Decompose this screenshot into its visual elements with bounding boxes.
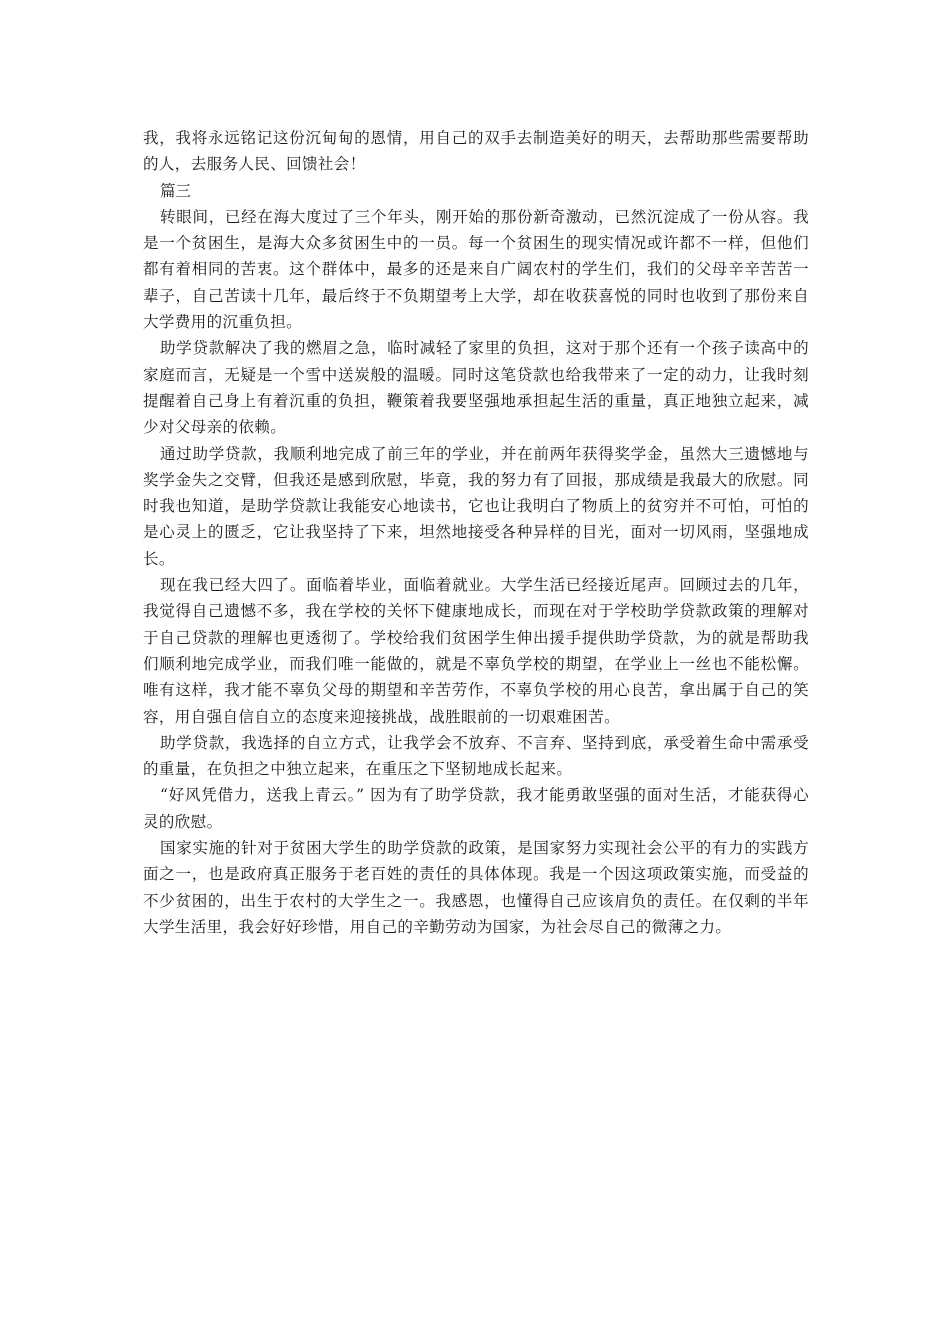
paragraph: 通过助学贷款，我顺利地完成了前三年的学业，并在前两年获得奖学金，虽然大三遗憾地与奖学金失之交臂，但我还是感到欣慰，毕竟，我的努力有了回报，那成绩是我最大的欣慰。同时我也知道，是助学贷款让我能安心地读书，它也让我明白了物质上的贫穷并不可怕，可怕的是心灵上的匮乏，它让我坚持了下来，坦然地接受各种异样的目光，面对一切风雨，坚强地成长。 xyxy=(143,444,809,568)
paragraph: 助学贷款，我选择的自立方式，让我学会不放弃、不言弃、坚持到底，承受着生命中需承受的重量，在负担之中独立起来，在重压之下坚韧地成长起来。 xyxy=(143,733,809,779)
section-heading: 篇三 xyxy=(160,181,192,200)
paragraph: 助学贷款解决了我的燃眉之急，临时减轻了家里的负担，这对于那个还有一个孩子读高中的家庭而言，无疑是一个雪中送炭般的温暖。同时这笔贷款也给我带来了一定的动力，让我时刻提醒着自己身上有着沉重的负担，鞭策着我要坚强地承担起生活的重量，真正地独立起来，减少对父母亲的依赖。 xyxy=(143,339,809,437)
document-page xyxy=(143,125,809,940)
paragraph: “好风凭借力，送我上青云。” 因为有了助学贷款，我才能勇敢坚强的面对生活，才能获得心灵的欣慰。 xyxy=(143,786,809,831)
paragraph: 国家实施的针对于贫困大学生的助学贷款的政策，是国家努力实现社会公平的有力的实践方面之一，也是政府真正服务于老百姓的责任的具体体现。我是一个因这项政策实施，而受益的不少贫困的，出生于农村的大学生之一。我感恩，也懂得自己应该肩负的责任。在仅剩的半年大学生活里，我会好好珍惜，用自己的辛勤劳动为国家，为社会尽自己的微薄之力。 xyxy=(143,839,809,936)
paragraph: 转眼间，已经在海大度过了三个年头，刚开始的那份新奇激动，已然沉淀成了一份从容。我是一个贫困生，是海大众多贫困生中的一员。每一个贫困生的现实情况或许都不一样，但他们都有着相同的苦衷。这个群体中，最多的还是来自广阔农村的学生们，我们的父母辛辛苦苦一辈子，自己苦读十几年，最后终于不负期望考上大学，却在收获喜悦的同时也收到了那份来自大学费用的沉重负担。 xyxy=(143,207,809,332)
paragraph: 现在我已经大四了。面临着毕业，面临着就业。大学生活已经接近尾声。回顾过去的几年，我觉得自己遗憾不多，我在学校的关怀下健康地成长，而现在对于学校助学贷款政策的理解对于自己贷款的理解也更透彻了。学校给我们贫困学生伸出援手提供助学贷款，为的就是帮助我们顺利地完成学业，而我们唯一能做的，就是不辜负学校的期望，在学业上一丝也不能松懈。唯有这样，我才能不辜负父母的期望和辛苦劳作，不辜负学校的用心良苦，拿出属于自己的笑容，用自强自信自立的态度来迎接挑战，战胜眼前的一切艰难困苦。 xyxy=(143,576,809,726)
paragraph-continuation: 我，我将永远铭记这份沉甸甸的恩情，用自己的双手去制造美好的明天，去帮助那些需要帮助的人，去服务人民、回馈社会！ xyxy=(143,129,809,174)
